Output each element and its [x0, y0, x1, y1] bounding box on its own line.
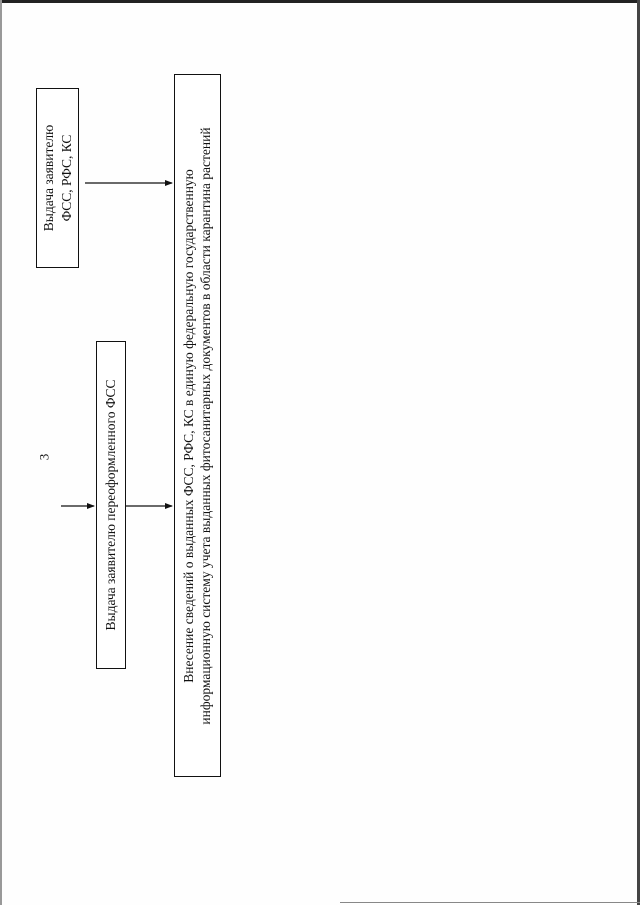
issue-fss-rfs-ks-line1: Выдача заявителю	[40, 124, 56, 232]
issue-reissued-fss-text: Выдача заявителю переоформленного ФСС	[102, 379, 118, 631]
register-line2: информационную систему учета выданных фитосанитарных документов в области карантина растений	[197, 126, 213, 725]
page-number: 3	[36, 453, 52, 461]
issue-fss-rfs-ks-line2: ФСС, РФС, КС	[58, 134, 74, 222]
register-line1: Внесение сведений о выданных ФСС, РФС, КС в единую федеральную государственную	[180, 168, 196, 683]
